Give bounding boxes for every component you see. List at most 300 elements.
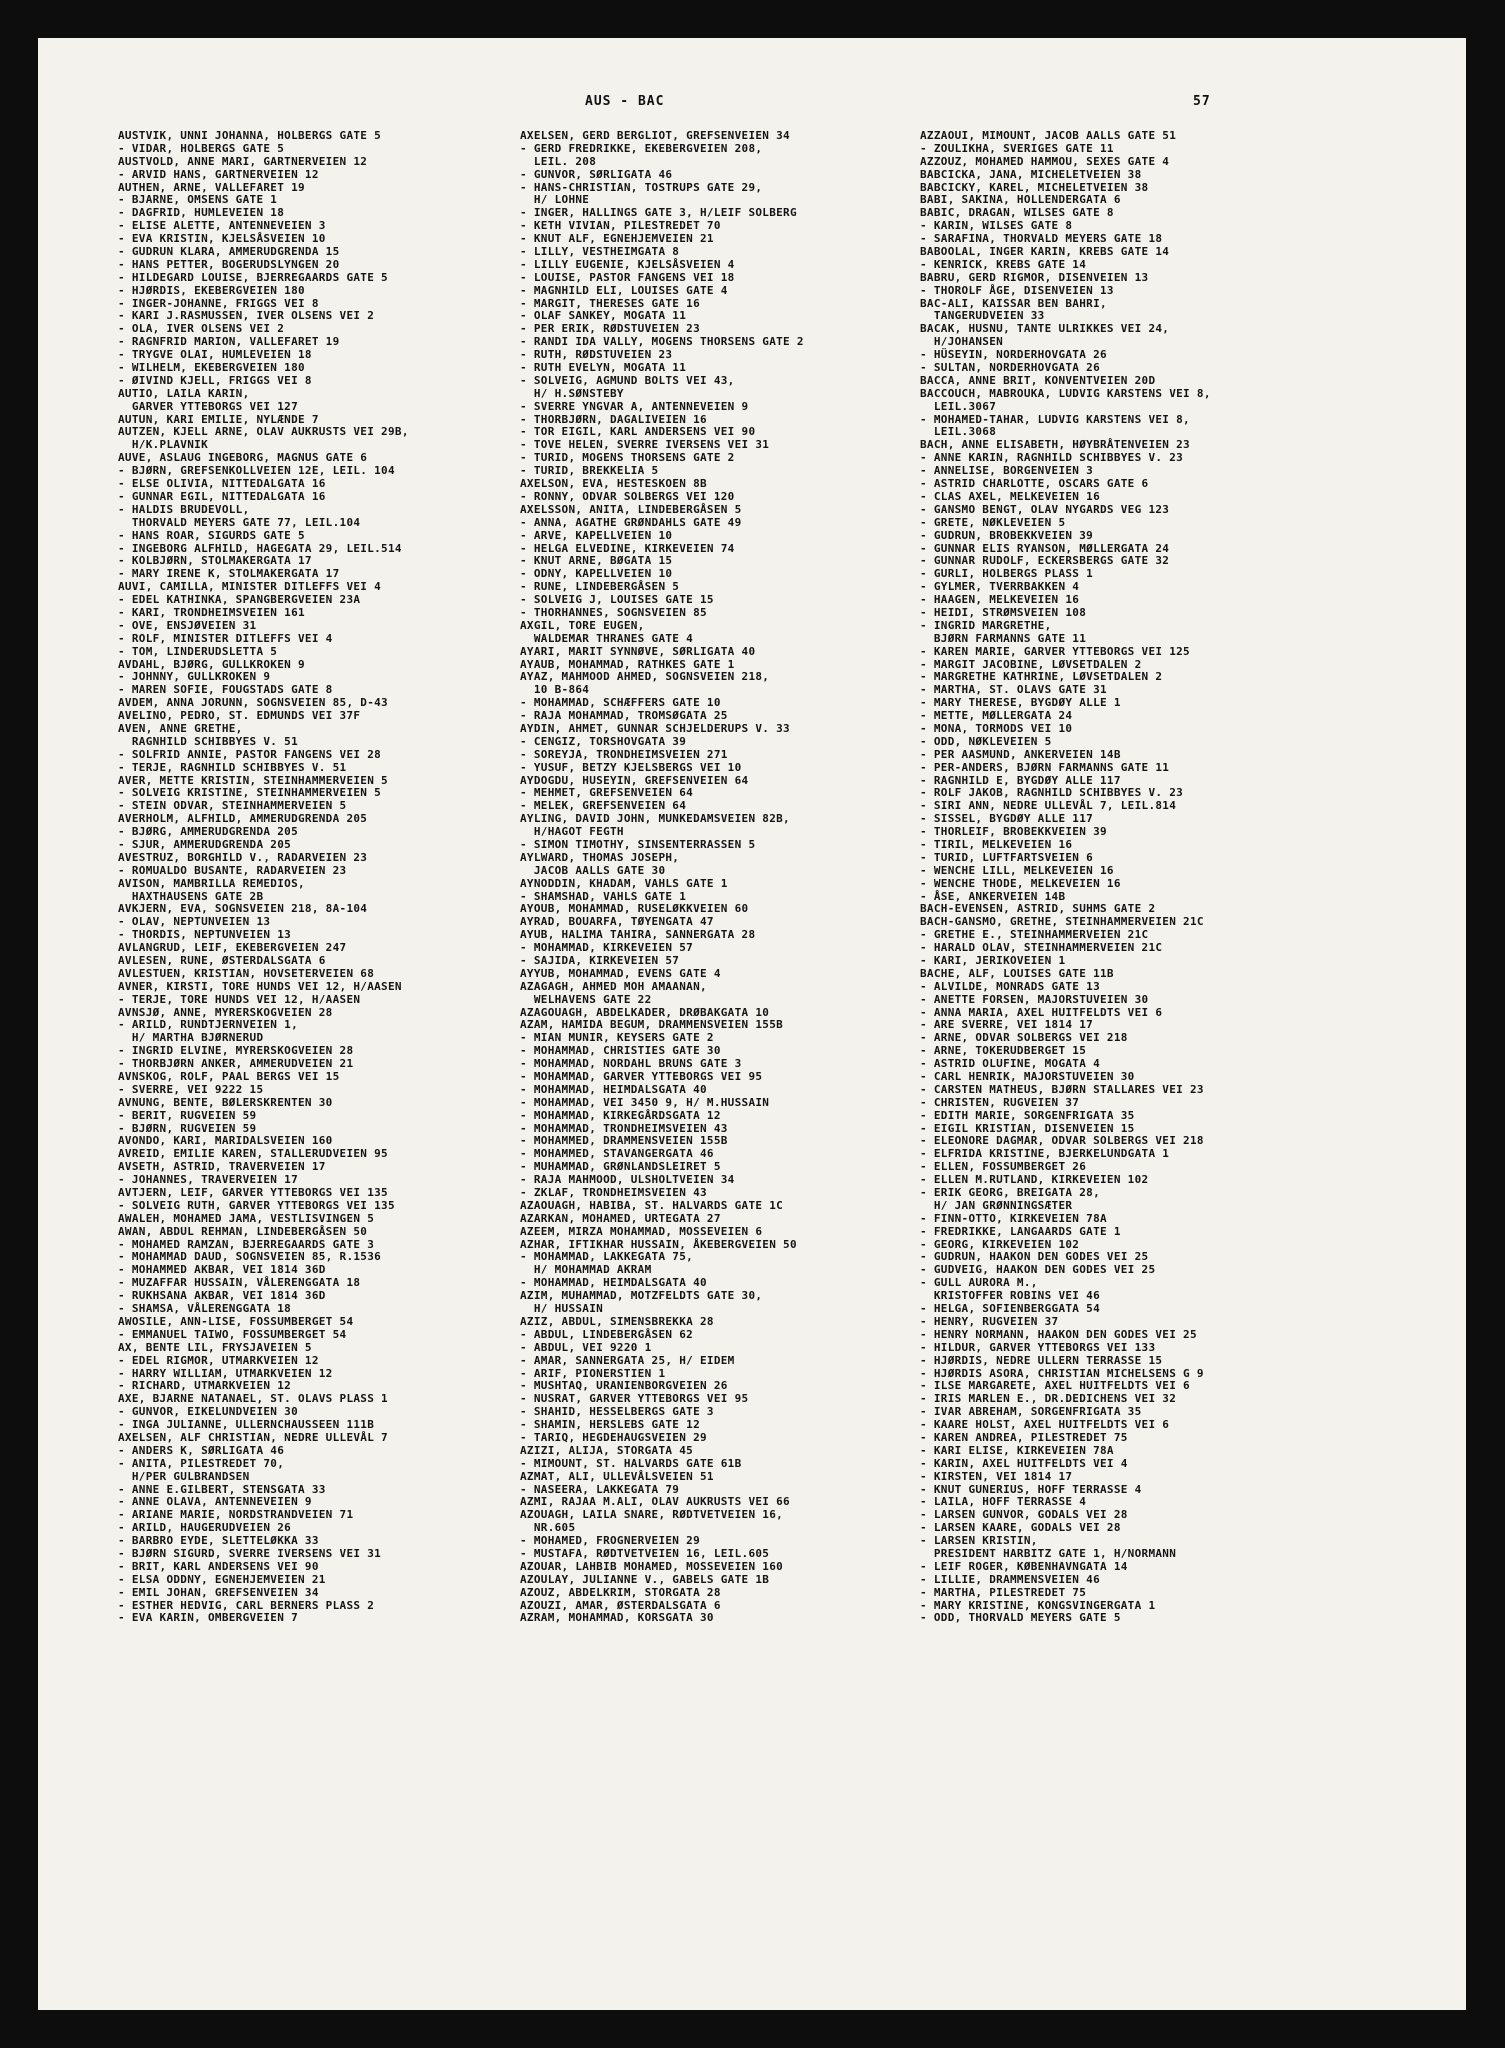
directory-entry: - EIGIL KRISTIAN, DISENVEIEN 15	[920, 1121, 1135, 1135]
directory-entry: LEIL.3068	[920, 425, 997, 439]
directory-entry: - TERJE, RAGNHILD SCHIBBYES V. 51	[118, 760, 347, 774]
directory-entry: - TURID, LUFTFARTSVEIEN 6	[920, 850, 1094, 864]
directory-entry: AZOUZ, ABDELKRIM, STORGATA 28	[520, 1585, 721, 1599]
directory-entry: BABCICKY, KAREL, MICHELETVEIEN 38	[920, 180, 1149, 194]
directory-entry: - MOHAMMAD, HEIMDALSGATA 40	[520, 1276, 707, 1290]
directory-entry: AYUB, HALIMA TAHIRA, SANNERGATA 28	[520, 928, 756, 942]
directory-entry: - ASTRID CHARLOTTE, OSCARS GATE 6	[920, 477, 1149, 491]
directory-entry: - LILLIE, DRAMMENSVEIEN 46	[920, 1572, 1100, 1586]
directory-entry: - DAGFRID, HUMLEVEIEN 18	[118, 206, 285, 220]
directory-entry: AZIZ, ABDUL, SIMENSBREKKA 28	[520, 1314, 714, 1328]
directory-entry: - MIAN MUNIR, KEYSERS GATE 2	[520, 1031, 714, 1045]
directory-entry: - STEIN ODVAR, STEINHAMMERVEIEN 5	[118, 799, 347, 813]
directory-entry: BABIC, DRAGAN, WILSES GATE 8	[920, 206, 1114, 220]
directory-entry: - ILSE MARGARETE, AXEL HUITFELDTS VEI 6	[920, 1379, 1190, 1393]
directory-entry: - MAGNHILD ELI, LOUISES GATE 4	[520, 283, 728, 297]
directory-entry: - ELSA ODDNY, EGNEHJEMVEIEN 21	[118, 1572, 326, 1586]
directory-entry: - KNUT ARNE, BØGATA 15	[520, 554, 673, 568]
directory-entry: AYDIN, AHMET, GUNNAR SCHJELDERUPS V. 33	[520, 721, 790, 735]
directory-entry: - MOHAMMAD, HEIMDALSGATA 40	[520, 1082, 707, 1096]
directory-entry: BACCA, ANNE BRIT, KONVENTVEIEN 20D	[920, 373, 1156, 387]
directory-entry: AVER, METTE KRISTIN, STEINHAMMERVEIEN 5	[118, 773, 388, 787]
directory-entry: AZAOUAGH, HABIBA, ST. HALVARDS GATE 1C	[520, 1198, 784, 1212]
directory-entry: AZRAM, MOHAMMAD, KORSGATA 30	[520, 1611, 714, 1625]
directory-entry: TANGERUDVEIEN 33	[920, 309, 1045, 323]
directory-entry: - ANNELISE, BORGENVEIEN 3	[920, 464, 1094, 478]
directory-entry: - INGER-JOHANNE, FRIGGS VEI 8	[118, 296, 319, 310]
directory-entry: AUSTVIK, UNNI JOHANNA, HOLBERGS GATE 5	[118, 130, 382, 142]
directory-entry: AYRAD, BOUARFA, TØYENGATA 47	[520, 915, 714, 929]
directory-entry: - SVERRE YNGVAR A, ANTENNEVEIEN 9	[520, 399, 749, 413]
directory-entry: - MOHAMMAD, VEI 3450 9, H/ M.HUSSAIN	[520, 1095, 770, 1109]
directory-entry: - ARILD, RUNDTJERNVEIEN 1,	[118, 1018, 298, 1032]
directory-entry: AYDOGDU, HUSEYIN, GREFSENVEIEN 64	[520, 773, 749, 787]
directory-entry: - RAGNFRID MARION, VALLEFARET 19	[118, 335, 340, 349]
directory-entry: BACH, ANNE ELISABETH, HØYBRÅTENVEIEN 23	[920, 438, 1190, 452]
directory-entry: H/ MOHAMMAD AKRAM	[520, 1263, 652, 1277]
directory-entry: - MIMOUNT, ST. HALVARDS GATE 61B	[520, 1456, 742, 1470]
directory-entry: H/ JAN GRØNNINGSÆTER	[920, 1198, 1073, 1212]
directory-entry: - OVE, ENSJØVEIEN 31	[118, 618, 257, 632]
directory-entry: WELHAVENS GATE 22	[520, 992, 652, 1006]
directory-entry: - SJUR, AMMERUDGRENDA 205	[118, 837, 292, 851]
directory-entry: - WENCHE THODE, MELKEVEIEN 16	[920, 876, 1121, 890]
directory-entry: - MARY THERESE, BYGDØY ALLE 1	[920, 696, 1121, 710]
directory-entry: - RONNY, ODVAR SOLBERGS VEI 120	[520, 489, 735, 503]
directory-page	[38, 38, 1466, 2010]
directory-entry: - THORHANNES, SOGNSVEIEN 85	[520, 605, 707, 619]
directory-entry: - WENCHE LILL, MELKEVEIEN 16	[920, 863, 1114, 877]
directory-entry: - NUSRAT, GARVER YTTEBORGS VEI 95	[520, 1392, 749, 1406]
directory-entry: - TURID, MOGENS THORSENS GATE 2	[520, 451, 735, 465]
directory-entry: - TOVE HELEN, SVERRE IVERSENS VEI 31	[520, 438, 770, 452]
directory-entry: - HAAGEN, MELKEVEIEN 16	[920, 593, 1080, 607]
directory-entry: - RUKHSANA AKBAR, VEI 1814 36D	[118, 1289, 326, 1303]
directory-entry: AWOSILE, ANN-LISE, FOSSUMBERGET 54	[118, 1314, 354, 1328]
directory-entry: AZAGOUAGH, ABDELKADER, DRØBAKGATA 10	[520, 1005, 770, 1019]
directory-entry: - RUNE, LINDEBERGÅSEN 5	[520, 580, 680, 594]
directory-entry: - MARY KRISTINE, KONGSVINGERGATA 1	[920, 1598, 1156, 1612]
directory-entry: AYLWARD, THOMAS JOSEPH,	[520, 850, 680, 864]
directory-entry: BAC-ALI, KAISSAR BEN BAHRI,	[920, 296, 1107, 310]
directory-entry: AVESTRUZ, BORGHILD V., RADARVEIEN 23	[118, 850, 368, 864]
directory-entry: H/JOHANSEN	[920, 335, 1004, 349]
directory-entry: AUVI, CAMILLA, MINISTER DITLEFFS VEI 4	[118, 580, 382, 594]
directory-entry: - ELFRIDA KRISTINE, BJERKELUNDGATA 1	[920, 1147, 1170, 1161]
directory-entry: - ZKLAF, TRONDHEIMSVEIEN 43	[520, 1186, 707, 1200]
directory-entry: - PER AASMUND, ANKERVEIEN 14B	[920, 747, 1121, 761]
directory-entry: - KARI ELISE, KIRKEVEIEN 78A	[920, 1443, 1114, 1457]
directory-entry: - EVA KARIN, OMBERGVEIEN 7	[118, 1611, 298, 1625]
directory-entry: - TOR EIGIL, KARL ANDERSENS VEI 90	[520, 425, 756, 439]
directory-entry: - HELGA, SOFIENBERGGATA 54	[920, 1302, 1100, 1316]
directory-entry: - SHAMSHAD, VAHLS GATE 1	[520, 889, 687, 903]
directory-entry: - HELGA ELVEDINE, KIRKEVEIEN 74	[520, 541, 735, 555]
directory-entry: - ELISE ALETTE, ANTENNEVEIEN 3	[118, 219, 326, 233]
directory-entry: - THOROLF ÅGE, DISENVEIEN 13	[920, 283, 1114, 297]
directory-entry: - HANS PETTER, BOGERUDSLYNGEN 20	[118, 257, 340, 271]
directory-entry: JACOB AALLS GATE 30	[520, 863, 666, 877]
directory-entry: - LAILA, HOFF TERRASSE 4	[920, 1495, 1087, 1509]
directory-entry: - EDITH MARIE, SORGENFRIGATA 35	[920, 1108, 1135, 1122]
directory-entry: - MOHAMMAD, KIRKEVEIEN 57	[520, 941, 694, 955]
directory-entry: - VIDAR, HOLBERGS GATE 5	[118, 141, 285, 155]
directory-entry: H/ HUSSAIN	[520, 1302, 604, 1316]
directory-entry: AZMAT, ALI, ULLEVÅLSVEIEN 51	[520, 1469, 714, 1483]
directory-entry: - JOHNNY, GULLKROKEN 9	[118, 670, 271, 684]
directory-entry: - ARILD, HAUGERUDVEIEN 26	[118, 1521, 292, 1535]
directory-entry: - HJØRDIS, EKEBERGVEIEN 180	[118, 283, 305, 297]
directory-entry: - RAJA MAHMOOD, ULSHOLTVEIEN 34	[520, 1173, 735, 1187]
directory-entry: - RUTH, RØDSTUVEIEN 23	[520, 348, 673, 362]
directory-entry: AXELSEN, GERD BERGLIOT, GREFSENVEIEN 34	[520, 130, 790, 142]
directory-entry: AWAN, ABDUL REHMAN, LINDEBERGÅSEN 50	[118, 1224, 368, 1238]
directory-entry: AVSETH, ASTRID, TRAVERVEIEN 17	[118, 1160, 326, 1174]
directory-entry: - INGRID MARGRETHE,	[920, 618, 1052, 632]
directory-entry: - PER ERIK, RØDSTUVEIEN 23	[520, 322, 700, 336]
directory-entry: - GUDVEIG, HAAKON DEN GODES VEI 25	[920, 1263, 1156, 1277]
directory-entry: - BJØRN, RUGVEIEN 59	[118, 1121, 257, 1135]
directory-entry: - ARIF, PIONERSTIEN 1	[520, 1366, 666, 1380]
directory-entry: - ZOULIKHA, SVERIGES GATE 11	[920, 141, 1114, 155]
directory-entry: - MUSHTAQ, URANIENBORGVEIEN 26	[520, 1379, 728, 1393]
directory-entry: AYOUB, MOHAMMAD, RUSELØKKVEIEN 60	[520, 902, 749, 916]
directory-entry: - CHRISTEN, RUGVEIEN 37	[920, 1095, 1080, 1109]
directory-entry: H/ LOHNE	[520, 193, 590, 207]
directory-entry: - LILLY, VESTHEIMGATA 8	[520, 245, 680, 259]
directory-entry: AZZOUZ, MOHAMED HAMMOU, SEXES GATE 4	[920, 154, 1170, 168]
directory-entry: - ERIK GEORG, BREIGATA 28,	[920, 1186, 1100, 1200]
directory-entry: AVREID, EMILIE KAREN, STALLERUDVEIEN 95	[118, 1147, 388, 1161]
directory-entry: - ALVILDE, MONRADS GATE 13	[920, 979, 1100, 993]
directory-entry: - SOLVEIG RUTH, GARVER YTTEBORGS VEI 135	[118, 1198, 395, 1212]
directory-entry: - RAJA MOHAMMAD, TROMSØGATA 25	[520, 709, 728, 723]
directory-entry: AUTUN, KARI EMILIE, NYLÆNDE 7	[118, 412, 319, 426]
directory-entry: - BJØRN, GREFSENKOLLVEIEN 12E, LEIL. 104	[118, 464, 395, 478]
directory-entry: - ABDUL, LINDEBERGÅSEN 62	[520, 1327, 694, 1341]
directory-entry: - MARTHA, ST. OLAVS GATE 31	[920, 683, 1107, 697]
directory-entry: AVLESTUEN, KRISTIAN, HOVSETERVEIEN 68	[118, 966, 375, 980]
directory-entry: - LARSEN GUNVOR, GODALS VEI 28	[920, 1508, 1128, 1522]
directory-entry: - GERD FREDRIKKE, EKEBERGVEIEN 208,	[520, 141, 763, 155]
directory-entry: - TARIQ, HEGDEHAUGSVEIEN 29	[520, 1430, 707, 1444]
directory-entry: AYAZ, MAHMOOD AHMED, SOGNSVEIEN 218,	[520, 670, 770, 684]
directory-entry: AZIM, MUHAMMAD, MOTZFELDTS GATE 30,	[520, 1289, 763, 1303]
directory-entry: - HANS ROAR, SIGURDS GATE 5	[118, 528, 305, 542]
directory-entry: - ODNY, KAPELLVEIEN 10	[520, 567, 673, 581]
directory-entry: - ARNE, TOKERUDBERGET 15	[920, 1044, 1087, 1058]
directory-entry: - EMIL JOHAN, GREFSENVEIEN 34	[118, 1585, 319, 1599]
directory-entry: BABI, SAKINA, HOLLENDERGATA 6	[920, 193, 1121, 207]
directory-entry: AYARI, MARIT SYNNØVE, SØRLIGATA 40	[520, 644, 756, 658]
directory-entry: AZZAOUI, MIMOUNT, JACOB AALLS GATE 51	[920, 130, 1177, 142]
directory-entry: - GULL AURORA M.,	[920, 1276, 1038, 1290]
directory-entry: - AMAR, SANNERGATA 25, H/ EIDEM	[520, 1353, 735, 1367]
directory-entry: - IVAR ABREHAM, SORGENFRIGATA 35	[920, 1405, 1142, 1419]
directory-entry: - GANSMO BENGT, OLAV NYGARDS VEG 123	[920, 502, 1170, 516]
directory-column-3	[920, 130, 1310, 1625]
directory-entry: - GUDRUN, BROBEKKVEIEN 39	[920, 528, 1094, 542]
directory-entry: AVNUNG, BENTE, BØLERSKRENTEN 30	[118, 1095, 333, 1109]
directory-entry: AVEN, ANNE GRETHE,	[118, 721, 243, 735]
directory-entry: - LEIF ROGER, KØBENHAVNGATA 14	[920, 1559, 1128, 1573]
directory-entry: - SHAMIN, HERSLEBS GATE 12	[520, 1418, 700, 1432]
directory-entry: HAXTHAUSENS GATE 2B	[118, 889, 264, 903]
directory-entry: - SOLVEIG, AGMUND BOLTS VEI 43,	[520, 373, 735, 387]
directory-entry: AXELSON, EVA, HESTESKOEN 8B	[520, 477, 707, 491]
directory-entry: - MOHAMMAD DAUD, SOGNSVEIEN 85, R.1536	[118, 1250, 382, 1264]
directory-entry: AXGIL, TORE EUGEN,	[520, 618, 645, 632]
directory-entry: - HANS-CHRISTIAN, TOSTRUPS GATE 29,	[520, 180, 763, 194]
directory-entry: - RANDI IDA VALLY, MOGENS THORSENS GATE 2	[520, 335, 804, 349]
directory-entry: BABOOLAL, INGER KARIN, KREBS GATE 14	[920, 245, 1170, 259]
directory-entry: - TRYGVE OLAI, HUMLEVEIEN 18	[118, 348, 312, 362]
directory-entry: AVNSJØ, ANNE, MYRERSKOGVEIEN 28	[118, 1005, 333, 1019]
directory-entry: BACCOUCH, MABROUKA, LUDVIG KARSTENS VEI 8,	[920, 386, 1211, 400]
directory-entry: AUVE, ASLAUG INGEBORG, MAGNUS GATE 6	[118, 451, 368, 465]
directory-entry: AVERHOLM, ALFHILD, AMMERUDGRENDA 205	[118, 812, 368, 826]
directory-entry: - ROMUALDO BUSANTE, RADARVEIEN 23	[118, 863, 347, 877]
directory-entry: - HILDUR, GARVER YTTEBORGS VEI 133	[920, 1340, 1156, 1354]
directory-entry: AZAGAGH, AHMED MOH AMAANAN,	[520, 979, 707, 993]
directory-entry: AZIZI, ALIJA, STORGATA 45	[520, 1443, 694, 1457]
directory-entry: - ÅSE, ANKERVEIEN 14B	[920, 889, 1066, 903]
directory-entry: - MAREN SOFIE, FOUGSTADS GATE 8	[118, 683, 333, 697]
directory-entry: AZAM, HAMIDA BEGUM, DRAMMENSVEIEN 155B	[520, 1018, 784, 1032]
directory-entry: - SOLVEIG KRISTINE, STEINHAMMERVEIEN 5	[118, 786, 382, 800]
directory-entry: - KARI J.RASMUSSEN, IVER OLSENS VEI 2	[118, 309, 375, 323]
directory-entry: WALDEMAR THRANES GATE 4	[520, 631, 694, 645]
directory-entry: - SIRI ANN, NEDRE ULLEVÅL 7, LEIL.814	[920, 799, 1177, 813]
directory-entry: AXELSSON, ANITA, LINDEBERGÅSEN 5	[520, 502, 742, 516]
directory-entry: NR.605	[520, 1521, 576, 1535]
directory-entry: - KARIN, AXEL HUITFELDTS VEI 4	[920, 1456, 1128, 1470]
directory-entry: - GUNVOR, EIKELUNDVEIEN 30	[118, 1405, 298, 1419]
directory-entry: - ELSE OLIVIA, NITTEDALGATA 16	[118, 477, 326, 491]
directory-entry: - ELEONORE DAGMAR, ODVAR SOLBERGS VEI 218	[920, 1134, 1204, 1148]
directory-entry: - OLAV, NEPTUNVEIEN 13	[118, 915, 271, 929]
directory-entry: - MOHAMMAD, LAKKEGATA 75,	[520, 1250, 694, 1264]
directory-entry: AWALEH, MOHAMED JAMA, VESTLISVINGEN 5	[118, 1211, 375, 1225]
directory-entry: - ARVID HANS, GARTNERVEIEN 12	[118, 167, 319, 181]
directory-entry: - ROLF JAKOB, RAGNHILD SCHIBBYES V. 23	[920, 786, 1184, 800]
directory-column-1	[118, 130, 508, 1625]
directory-entry: - MUHAMMAD, GRØNLANDSLEIRET 5	[520, 1160, 721, 1174]
directory-entry: AYLING, DAVID JOHN, MUNKEDAMSVEIEN 82B,	[520, 812, 790, 826]
directory-entry: - KIRSTEN, VEI 1814 17	[920, 1469, 1073, 1483]
directory-entry: AXE, BJARNE NATANAEL, ST. OLAVS PLASS 1	[118, 1392, 388, 1406]
directory-entry: - ANNE OLAVA, ANTENNEVEIEN 9	[118, 1495, 312, 1509]
directory-entry: AVNSKOG, ROLF, PAAL BERGS VEI 15	[118, 1070, 340, 1084]
directory-entry: - MOHAMED-TAHAR, LUDVIG KARSTENS VEI 8,	[920, 412, 1190, 426]
directory-entry: AX, BENTE LIL, FRYSJAVEIEN 5	[118, 1340, 312, 1354]
directory-entry: - MOHAMMAD, CHRISTIES GATE 30	[520, 1044, 721, 1058]
directory-entry: - MOHAMED RAMZAN, BJERREGAARDS GATE 3	[118, 1237, 375, 1251]
directory-entry: - KARI, TRONDHEIMSVEIEN 161	[118, 605, 305, 619]
directory-entry: - GUNNAR RUDOLF, ECKERSBERGS GATE 32	[920, 554, 1170, 568]
directory-entry: - GYLMER, TVERRBAKKEN 4	[920, 580, 1080, 594]
directory-entry: - MARTHA, PILESTREDET 75	[920, 1585, 1087, 1599]
directory-entry: - SOREYJA, TRONDHEIMSVEIEN 271	[520, 747, 728, 761]
directory-entry: AXELSEN, ALF CHRISTIAN, NEDRE ULLEVÅL 7	[118, 1430, 388, 1444]
directory-entry: - HJØRDIS ASORA, CHRISTIAN MICHELSENS G 9	[920, 1366, 1204, 1380]
directory-entry: AVKJERN, EVA, SOGNSVEIEN 218, 8A-104	[118, 902, 368, 916]
directory-entry: - SOLVEIG J, LOUISES GATE 15	[520, 593, 714, 607]
directory-entry: - MARGIT, THERESES GATE 16	[520, 296, 700, 310]
directory-entry: AZMI, RAJAA M.ALI, OLAV AUKRUSTS VEI 66	[520, 1495, 790, 1509]
directory-entry: - GURLI, HOLBERGS PLASS 1	[920, 567, 1094, 581]
directory-entry: - SARAFINA, THORVALD MEYERS GATE 18	[920, 232, 1163, 246]
directory-entry: AVTJERN, LEIF, GARVER YTTEBORGS VEI 135	[118, 1186, 388, 1200]
directory-entry: - ANITA, PILESTREDET 70,	[118, 1456, 285, 1470]
directory-entry: BACH-EVENSEN, ASTRID, SUHMS GATE 2	[920, 902, 1156, 916]
directory-entry: AVLANGRUD, LEIF, EKEBERGVEIEN 247	[118, 941, 347, 955]
directory-entry: - ABDUL, VEI 9220 1	[520, 1340, 652, 1354]
directory-entry: - GUDRUN, HAAKON DEN GODES VEI 25	[920, 1250, 1149, 1264]
directory-entry: - LARSEN KRISTIN,	[920, 1534, 1038, 1548]
directory-entry: - ØIVIND KJELL, FRIGGS VEI 8	[118, 373, 312, 387]
directory-entry: - RICHARD, UTMARKVEIEN 12	[118, 1379, 292, 1393]
directory-entry: - MUSTAFA, RØDTVETVEIEN 16, LEIL.605	[520, 1546, 770, 1560]
directory-entry: - CLAS AXEL, MELKEVEIEN 16	[920, 489, 1100, 503]
directory-entry: - SOLFRID ANNIE, PASTOR FANGENS VEI 28	[118, 747, 382, 761]
directory-entry: - MOHAMMAD, GARVER YTTEBORGS VEI 95	[520, 1070, 763, 1084]
directory-entry: BJØRN FARMANNS GATE 11	[920, 631, 1087, 645]
directory-entry: - BRIT, KARL ANDERSENS VEI 90	[118, 1559, 319, 1573]
directory-entry: - MOHAMMAD, KIRKEGÅRDSGATA 12	[520, 1108, 721, 1122]
directory-entry: - ELLEN, FOSSUMBERGET 26	[920, 1160, 1087, 1174]
directory-entry: - ARVE, KAPELLVEIEN 10	[520, 528, 673, 542]
directory-entry: - GUDRUN KLARA, AMMERUDGRENDA 15	[118, 245, 340, 259]
directory-entry: AZOUZI, AMAR, ØSTERDALSGATA 6	[520, 1598, 721, 1612]
directory-entry: - KOLBJØRN, STOLMAKERGATA 17	[118, 554, 312, 568]
directory-entry: LEIL.3067	[920, 399, 997, 413]
directory-entry: - OLAF SANKEY, MOGATA 11	[520, 309, 687, 323]
directory-entry: - BERIT, RUGVEIEN 59	[118, 1108, 257, 1122]
directory-entry: - MOHAMMED, DRAMMENSVEIEN 155B	[520, 1134, 728, 1148]
directory-entry: - NASEERA, LAKKEGATA 79	[520, 1482, 680, 1496]
directory-entry: - HALDIS BRUDEVOLL,	[118, 502, 250, 516]
directory-entry: - MARGRETHE KATHRINE, LØVSETDALEN 2	[920, 670, 1163, 684]
directory-entry: - GEORG, KIRKEVEIEN 102	[920, 1237, 1080, 1251]
directory-entry: - GRETHE E., STEINHAMMERVEIEN 21C	[920, 928, 1149, 942]
directory-entry: LEIL. 208	[520, 154, 597, 168]
page-header-title: AUS - BAC	[585, 94, 665, 109]
page-number: 57	[1193, 94, 1211, 109]
directory-entry: - HARRY WILLIAM, UTMARKVEIEN 12	[118, 1366, 333, 1380]
directory-entry: - IRIS MARLEN E., DR.DEDICHENS VEI 32	[920, 1392, 1177, 1406]
directory-entry: - MOHAMMAD, TRONDHEIMSVEIEN 43	[520, 1121, 728, 1135]
directory-entry: - MONA, TORMODS VEI 10	[920, 721, 1073, 735]
directory-entry: AVISON, MAMBRILLA REMEDIOS,	[118, 876, 305, 890]
directory-entry: H/ H.SØNSTEBY	[520, 386, 624, 400]
directory-entry: - TERJE, TORE HUNDS VEI 12, H/AASEN	[118, 992, 361, 1006]
directory-entry: AYYUB, MOHAMMAD, EVENS GATE 4	[520, 966, 721, 980]
directory-entry: AZEEM, MIRZA MOHAMMAD, MOSSEVEIEN 6	[520, 1224, 763, 1238]
directory-entry: AUTIO, LAILA KARIN,	[118, 386, 250, 400]
directory-entry: - HEIDI, STRØMSVEIEN 108	[920, 605, 1087, 619]
directory-entry: - HILDEGARD LOUISE, BJERREGAARDS GATE 5	[118, 270, 388, 284]
directory-entry: - KARIN, WILSES GATE 8	[920, 219, 1073, 233]
directory-entry: - MARY IRENE K, STOLMAKERGATA 17	[118, 567, 340, 581]
directory-entry: - BJARNE, OMSENS GATE 1	[118, 193, 278, 207]
directory-entry: - KARI, JERIKOVEIEN 1	[920, 954, 1066, 967]
directory-entry: - FINN-OTTO, KIRKEVEIEN 78A	[920, 1211, 1107, 1225]
directory-entry: AVDEM, ANNA JORUNN, SOGNSVEIEN 85, D-43	[118, 696, 388, 710]
directory-entry: - EDEL RIGMOR, UTMARKVEIEN 12	[118, 1353, 319, 1367]
directory-entry: - MELEK, GREFSENVEIEN 64	[520, 799, 687, 813]
directory-entry: - EVA KRISTIN, KJELSÅSVEIEN 10	[118, 232, 326, 246]
directory-entry: - SHAMSA, VÅLERENGGATA 18	[118, 1302, 292, 1316]
directory-entry: - KAREN MARIE, GARVER YTTEBORGS VEI 125	[920, 644, 1190, 658]
directory-entry: - LOUISE, PASTOR FANGENS VEI 18	[520, 270, 735, 284]
directory-entry: - KETH VIVIAN, PILESTREDET 70	[520, 219, 721, 233]
directory-entry: - CARSTEN MATHEUS, BJØRN STALLARES VEI 23	[920, 1082, 1204, 1096]
directory-entry: PRESIDENT HARBITZ GATE 1, H/NORMANN	[920, 1546, 1177, 1560]
directory-entry: - TURID, BREKKELIA 5	[520, 464, 659, 478]
directory-entry: - HÜSEYIN, NORDERHOVGATA 26	[920, 348, 1107, 362]
directory-entry: - ANNE E.GILBERT, STENSGATA 33	[118, 1482, 326, 1496]
directory-entry: BACH-GANSMO, GRETHE, STEINHAMMERVEIEN 21C	[920, 915, 1204, 929]
directory-entry: - TIRIL, MELKEVEIEN 16	[920, 837, 1073, 851]
directory-entry: - JOHANNES, TRAVERVEIEN 17	[118, 1173, 298, 1187]
directory-entry: - HARALD OLAV, STEINHAMMERVEIEN 21C	[920, 941, 1163, 955]
directory-entry: BACHE, ALF, LOUISES GATE 11B	[920, 966, 1114, 980]
directory-entry: AUTZEN, KJELL ARNE, OLAV AUKRUSTS VEI 29B,	[118, 425, 409, 439]
directory-entry: AYNODDIN, KHADAM, VAHLS GATE 1	[520, 876, 728, 890]
directory-entry: AZOUAGH, LAILA SNARE, RØDTVETVEIEN 16,	[520, 1508, 784, 1522]
directory-entry: - KENRICK, KREBS GATE 14	[920, 257, 1087, 271]
directory-entry: - KNUT GUNERIUS, HOFF TERRASSE 4	[920, 1482, 1142, 1496]
directory-entry: RAGNHILD SCHIBBYES V. 51	[118, 734, 298, 748]
directory-entry: - TOM, LINDERUDSLETTA 5	[118, 644, 278, 658]
directory-entry: THORVALD MEYERS GATE 77, LEIL.104	[118, 515, 361, 529]
directory-entry: - ELLEN M.RUTLAND, KIRKEVEIEN 102	[920, 1173, 1149, 1187]
directory-entry: - KAREN ANDREA, PILESTREDET 75	[920, 1430, 1128, 1444]
directory-entry: - SVERRE, VEI 9222 15	[118, 1082, 264, 1096]
directory-entry: - BJØRN SIGURD, SVERRE IVERSENS VEI 31	[118, 1546, 382, 1560]
directory-entry: - GUNNAR ELIS RYANSON, MØLLERGATA 24	[920, 541, 1170, 555]
directory-entry: - ODD, THORVALD MEYERS GATE 5	[920, 1611, 1121, 1625]
directory-entry: - ANNA MARIA, AXEL HUITFELDTS VEI 6	[920, 1005, 1163, 1019]
directory-entry: - ANNA, AGATHE GRØNDAHLS GATE 49	[520, 515, 742, 529]
directory-entry: - LARSEN KAARE, GODALS VEI 28	[920, 1521, 1121, 1535]
directory-entry: - ASTRID OLUFINE, MOGATA 4	[920, 1057, 1100, 1071]
directory-entry: - EMMANUEL TAIWO, FOSSUMBERGET 54	[118, 1327, 347, 1341]
directory-entry: H/PER GULBRANDSEN	[118, 1469, 250, 1483]
directory-entry: - MOHAMED, FROGNERVEIEN 29	[520, 1534, 700, 1548]
directory-entry: - MUZAFFAR HUSSAIN, VÅLERENGGATA 18	[118, 1276, 361, 1290]
directory-entry: - KNUT ALF, EGNEHJEMVEIEN 21	[520, 232, 714, 246]
directory-entry: - ANETTE FORSEN, MAJORSTUVEIEN 30	[920, 992, 1149, 1006]
directory-entry: 10 B-864	[520, 683, 590, 697]
directory-entry: - MARGIT JACOBINE, LØVSETDALEN 2	[920, 657, 1142, 671]
directory-entry: - LILLY EUGENIE, KJELSÅSVEIEN 4	[520, 257, 735, 271]
directory-entry: - THORBJØRN, DAGALIVEIEN 16	[520, 412, 707, 426]
directory-entry: H/K.PLAVNIK	[118, 438, 208, 452]
directory-entry: AVELINO, PEDRO, ST. EDMUNDS VEI 37F	[118, 709, 361, 723]
directory-entry: - EDEL KATHINKA, SPANGBERGVEIEN 23A	[118, 593, 361, 607]
directory-entry: AVONDO, KARI, MARIDALSVEIEN 160	[118, 1134, 333, 1148]
directory-entry: - MEHMET, GREFSENVEIEN 64	[520, 786, 694, 800]
directory-entry: - HENRY NORMANN, HAAKON DEN GODES VEI 25	[920, 1327, 1197, 1341]
directory-entry: - MOHAMMAD, NORDAHL BRUNS GATE 3	[520, 1057, 742, 1071]
directory-entry: - ARNE, ODVAR SOLBERGS VEI 218	[920, 1031, 1128, 1045]
directory-entry: KRISTOFFER ROBINS VEI 46	[920, 1289, 1100, 1303]
directory-entry: AVLESEN, RUNE, ØSTERDALSGATA 6	[118, 954, 326, 967]
directory-entry: H/HAGOT FEGTH	[520, 825, 624, 839]
directory-entry: - INGER, HALLINGS GATE 3, H/LEIF SOLBERG	[520, 206, 797, 220]
